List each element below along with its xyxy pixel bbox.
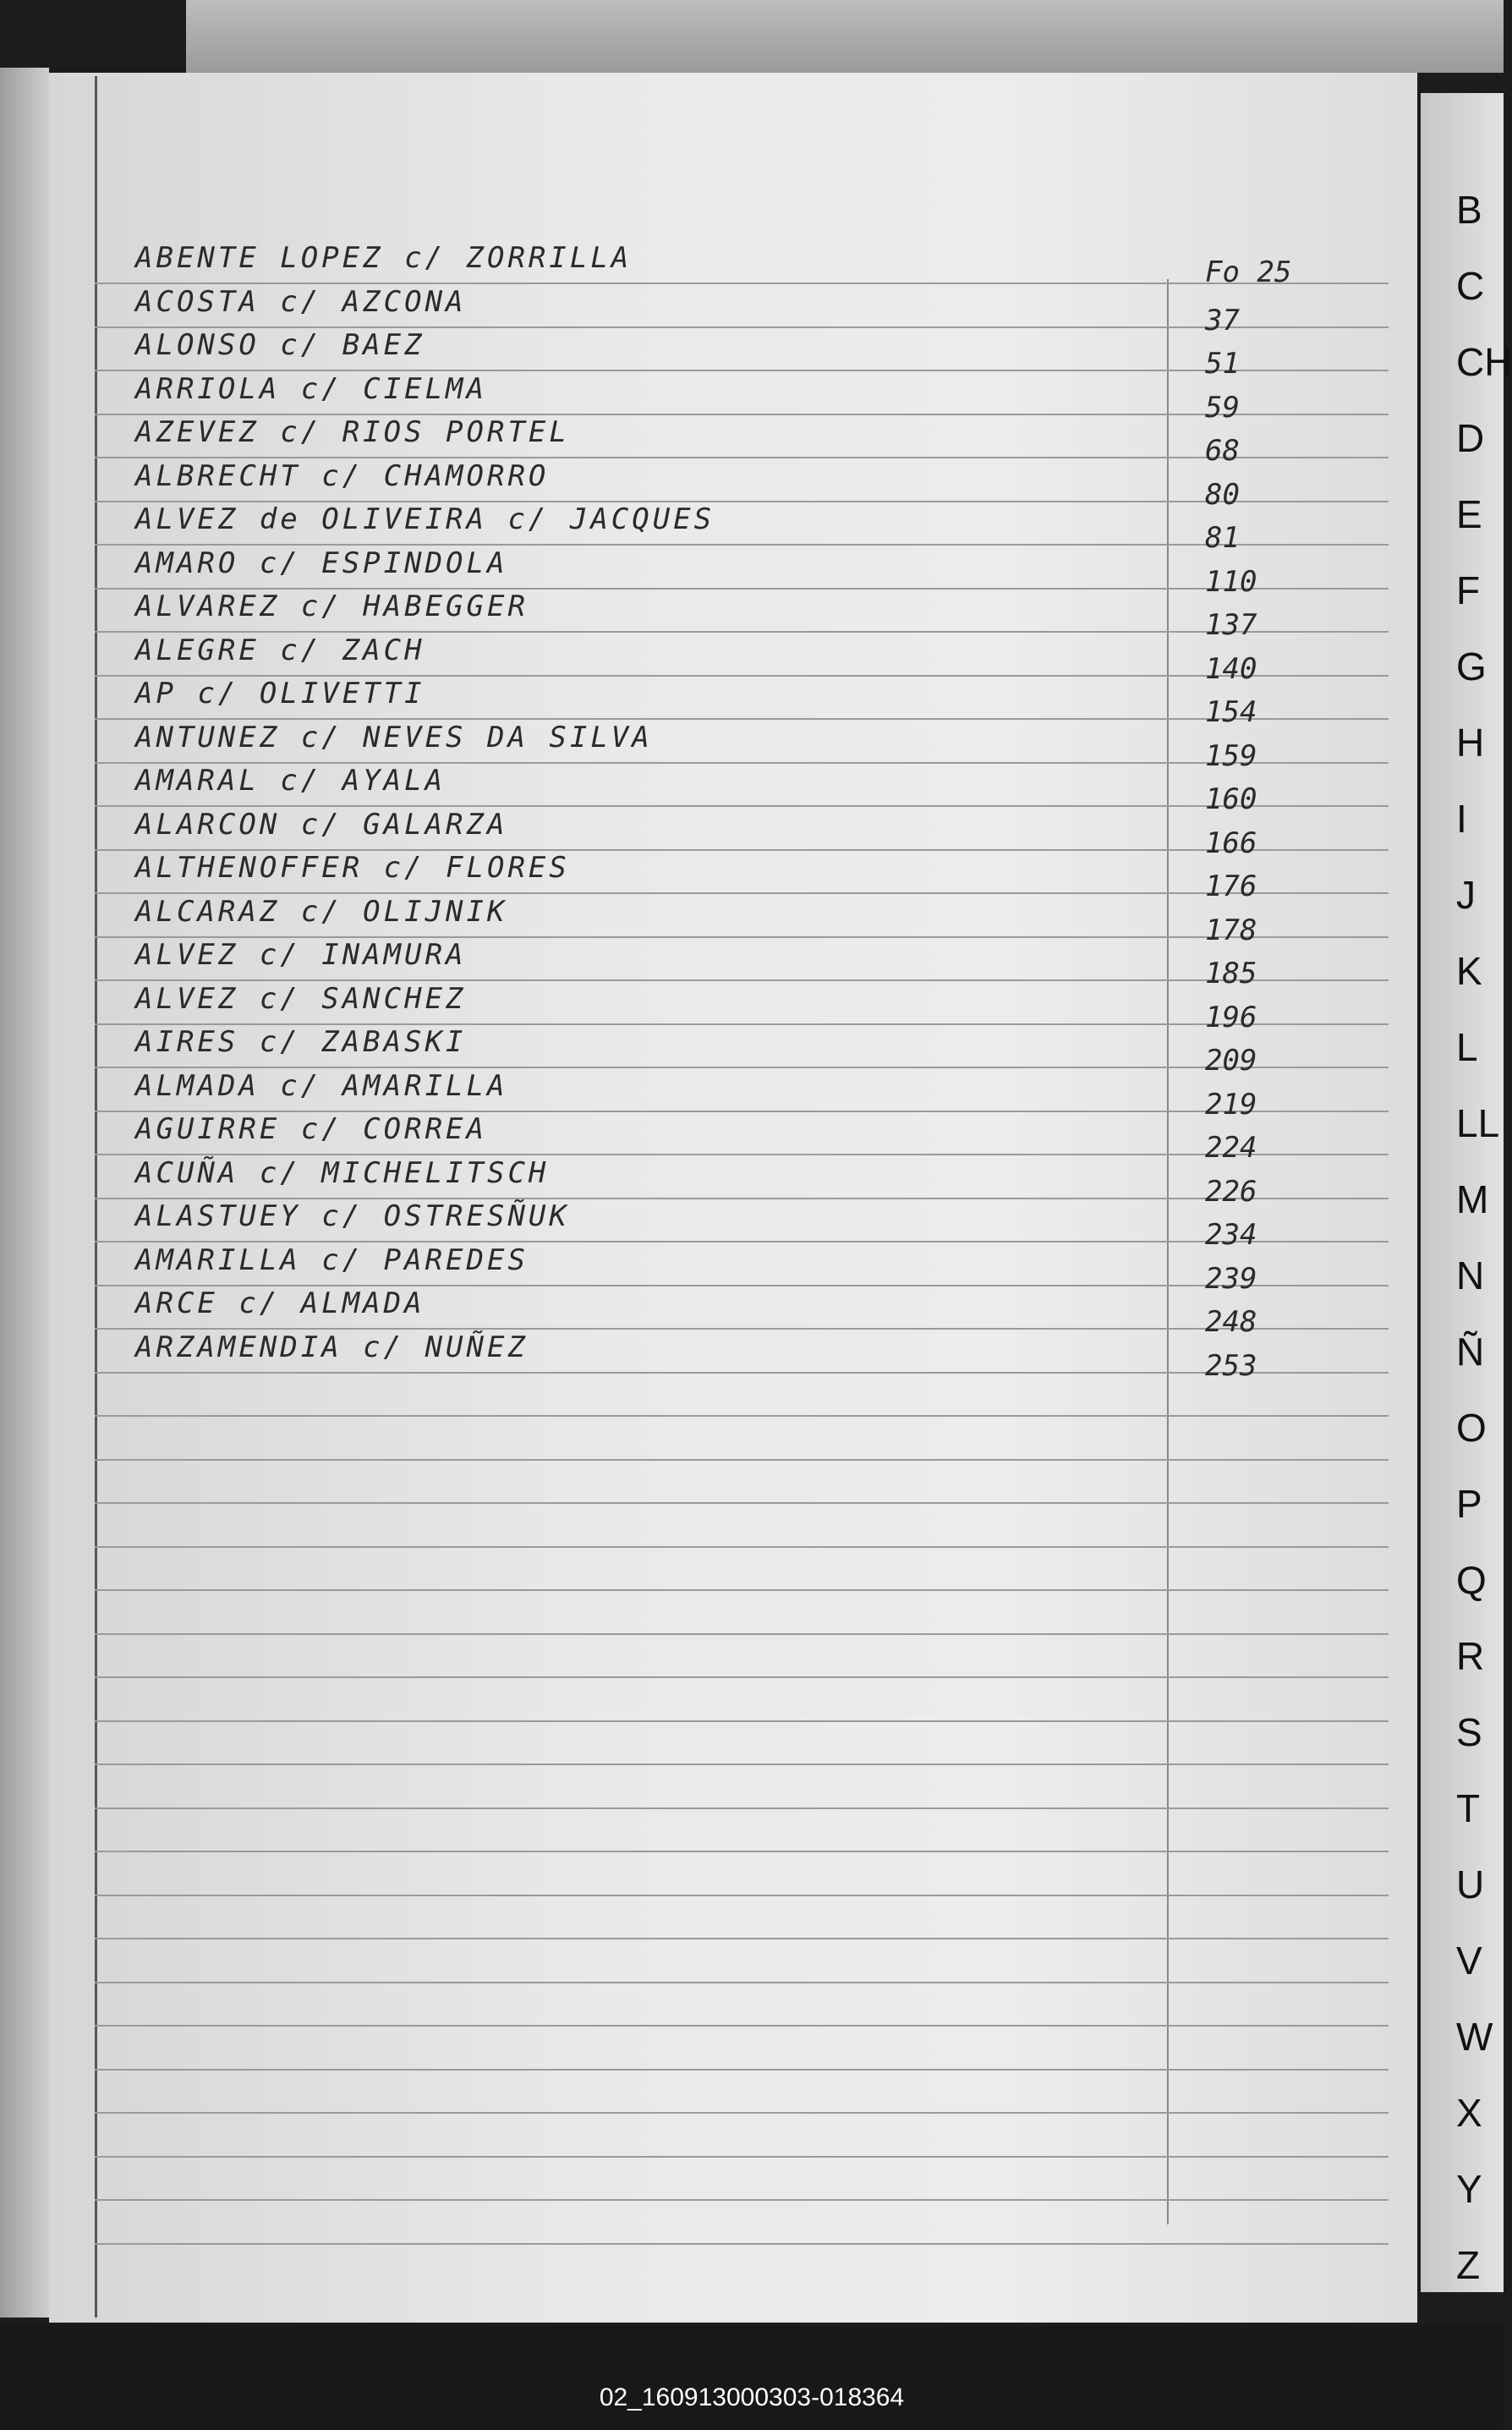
entry-name: ACOSTA c/ AZCONA (135, 284, 467, 319)
entry-name: ARCE c/ ALMADA (135, 1286, 425, 1320)
index-tab[interactable]: Ñ (1456, 1330, 1485, 1374)
entry-name: ALARCON c/ GALARZA (135, 807, 508, 842)
index-tab[interactable]: LL (1456, 1101, 1500, 1145)
entry-folio: 59 (1205, 390, 1240, 425)
entry-name: AIRES c/ ZABASKI (135, 1025, 467, 1059)
index-tab[interactable]: B (1456, 188, 1482, 232)
entry-folio: 248 (1205, 1305, 1257, 1339)
ruled-line (95, 1895, 1389, 1896)
facing-page-edge (0, 68, 49, 2318)
index-tab[interactable]: H (1456, 721, 1485, 765)
index-tab[interactable]: T (1456, 1786, 1481, 1830)
index-tab[interactable]: N (1456, 1253, 1485, 1297)
ruled-line (95, 1982, 1389, 1983)
entry-folio: 110 (1205, 564, 1257, 599)
folio-header: Fo 25 (1205, 255, 1292, 289)
entry-folio: 166 (1205, 826, 1257, 860)
index-tab[interactable]: J (1456, 873, 1476, 917)
entry-name: AZEVEZ c/ RIOS PORTEL (135, 415, 570, 449)
ruled-line (95, 1589, 1389, 1591)
index-tab[interactable]: M (1456, 1177, 1489, 1221)
entry-folio: 154 (1205, 695, 1257, 729)
ruled-line (95, 1676, 1389, 1678)
entry-name: ALASTUEY c/ OSTRESÑUK (135, 1199, 570, 1233)
entry-folio: 140 (1205, 651, 1257, 686)
index-tab[interactable]: Y (1456, 2167, 1482, 2211)
entry-folio: 80 (1205, 477, 1240, 512)
entry-folio: 137 (1205, 608, 1257, 642)
index-tab[interactable]: V (1456, 1939, 1482, 1983)
index-tab[interactable]: L (1456, 1025, 1478, 1069)
entry-name: ALBRECHT c/ CHAMORRO (135, 458, 550, 493)
ruled-line (95, 1633, 1389, 1635)
ruled-line (95, 2243, 1389, 2245)
background-paper (186, 0, 1504, 73)
entry-name: ALVAREZ c/ HABEGGER (135, 590, 529, 623)
index-tab[interactable]: U (1456, 1862, 1485, 1906)
scan-border (0, 2326, 1504, 2430)
entry-name: ACUÑA c/ MICHELITSCH (135, 1155, 550, 1190)
ruled-line (95, 1720, 1389, 1722)
index-tab[interactable]: K (1456, 949, 1482, 993)
index-tab[interactable]: O (1456, 1406, 1487, 1450)
index-tab[interactable]: G (1456, 645, 1487, 688)
entry-name: AMARO c/ ESPINDOLA (135, 546, 508, 580)
entry-folio: 68 (1205, 434, 1240, 468)
entry-name: ALVEZ c/ SANCHEZ (135, 981, 467, 1016)
entry-name: ALCARAZ c/ OLIJNIK (135, 894, 508, 929)
entry-name: ARRIOLA c/ CIELMA (135, 371, 487, 406)
folio-column-line (1167, 279, 1169, 2224)
ruled-line (95, 1764, 1389, 1765)
index-tab[interactable]: S (1456, 1710, 1482, 1754)
index-tab[interactable]: CH (1456, 340, 1512, 384)
ruled-line (95, 1851, 1389, 1852)
index-tab[interactable]: E (1456, 492, 1482, 536)
entry-name: ALMADA c/ AMARILLA (135, 1068, 508, 1103)
ruled-line (95, 2156, 1389, 2158)
index-tab[interactable]: I (1456, 797, 1467, 841)
entry-folio: 51 (1205, 347, 1240, 381)
entry-name: ALEGRE c/ ZACH (135, 633, 425, 667)
entry-name: AP c/ OLIVETTI (135, 677, 425, 710)
ruled-line (95, 1415, 1389, 1417)
entry-folio: 176 (1205, 869, 1257, 903)
entry-folio: 81 (1205, 521, 1240, 555)
entry-folio: 226 (1205, 1174, 1257, 1209)
entry-folio: 239 (1205, 1261, 1257, 1296)
entry-folio: 253 (1205, 1348, 1257, 1383)
entry-folio: 185 (1205, 957, 1257, 990)
ruled-line (95, 1502, 1389, 1504)
ruled-line (95, 1938, 1389, 1939)
entry-folio: 159 (1205, 738, 1257, 773)
index-tab[interactable]: F (1456, 568, 1481, 612)
ruled-line (95, 2025, 1389, 2027)
entry-name: ALVEZ c/ INAMURA (135, 938, 467, 972)
entry-folio: 224 (1205, 1131, 1257, 1165)
entry-folio: 196 (1205, 1000, 1257, 1034)
entry-folio: 209 (1205, 1044, 1257, 1078)
entry-folio: 219 (1205, 1087, 1257, 1122)
entry-folio: 234 (1205, 1218, 1257, 1252)
entry-name: ALTHENOFFER c/ FLORES (135, 851, 570, 885)
ruled-line (95, 1372, 1389, 1374)
ruled-line (95, 2199, 1389, 2201)
entry-name: ABENTE LOPEZ c/ ZORRILLA (135, 241, 633, 275)
entry-folio: 178 (1205, 913, 1257, 947)
index-tab[interactable]: W (1456, 2015, 1493, 2059)
entry-name: AMARILLA c/ PAREDES (135, 1242, 529, 1277)
entry-folio: 37 (1205, 303, 1240, 337)
ruled-line (95, 1546, 1389, 1548)
index-tab[interactable]: Q (1456, 1558, 1487, 1602)
entry-name: ARZAMENDIA c/ NUÑEZ (135, 1330, 529, 1364)
index-tab[interactable]: R (1456, 1634, 1485, 1678)
index-tab[interactable]: D (1456, 416, 1485, 460)
entry-name: AGUIRRE c/ CORREA (135, 1112, 487, 1146)
index-tab[interactable]: Z (1456, 2243, 1481, 2287)
entry-name: ALVEZ de OLIVEIRA c/ JACQUES (135, 502, 715, 536)
entry-folio: 160 (1205, 782, 1257, 816)
entry-name: ANTUNEZ c/ NEVES DA SILVA (135, 720, 653, 754)
entry-name: ALONSO c/ BAEZ (135, 328, 425, 362)
index-tab[interactable]: X (1456, 2091, 1482, 2135)
index-tab[interactable]: P (1456, 1482, 1482, 1526)
ruled-line (95, 1459, 1389, 1461)
image-code: 02_160913000303-018364 (599, 2383, 905, 2411)
ruled-line (95, 1807, 1389, 1809)
ruled-line (95, 2112, 1389, 2114)
index-tab[interactable]: C (1456, 264, 1485, 308)
entry-name: AMARAL c/ AYALA (135, 764, 446, 798)
ruled-line (95, 2069, 1389, 2071)
